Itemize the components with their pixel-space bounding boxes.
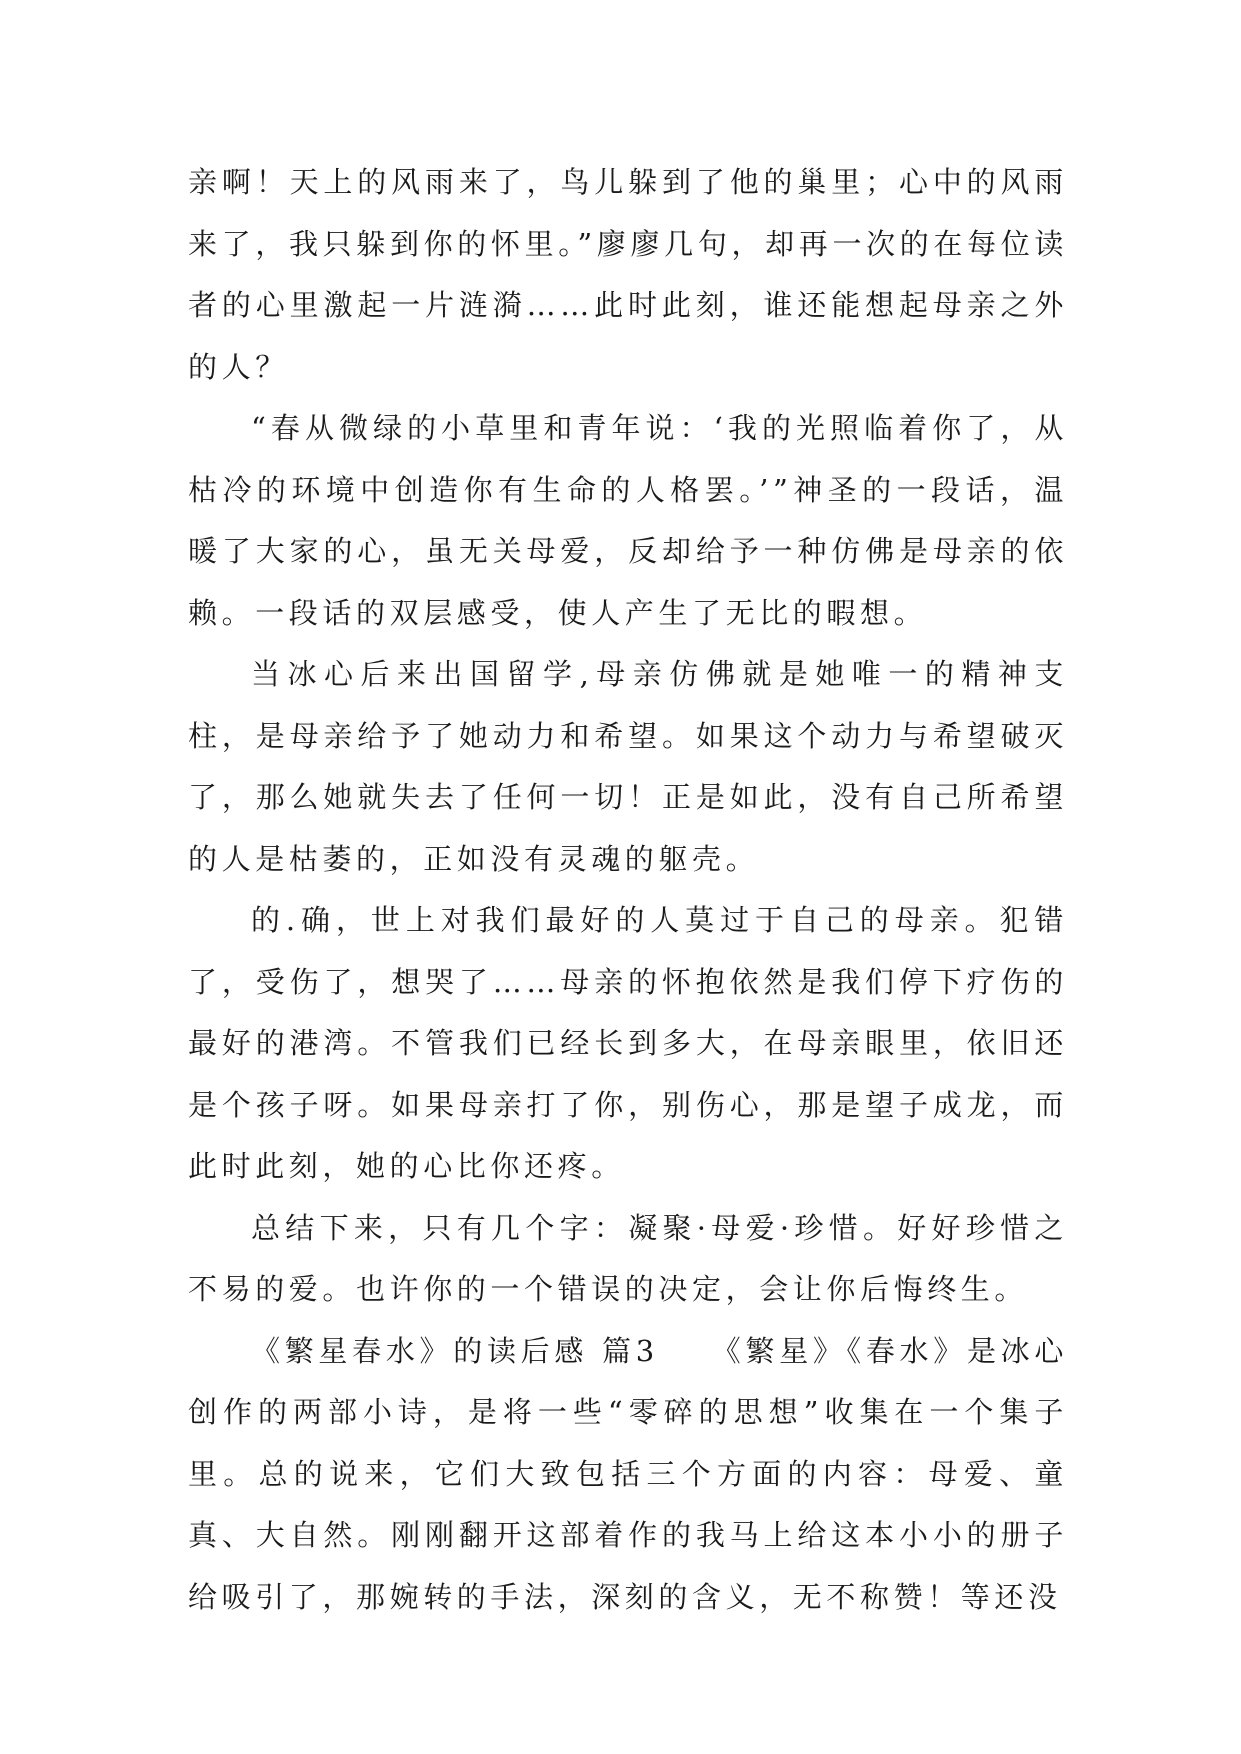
paragraph-1: 亲啊！天上的风雨来了，鸟儿躲到了他的巢里；心中的风雨来了，我只躲到你的怀里。”廖廖几句，却再一次的在每位读者的心里激起一片涟漪……此时此刻，谁还能想起母亲之外的人？ — [188, 165, 1068, 384]
paragraph-4: 的.确，世上对我们最好的人莫过于自己的母亲。犯错了，受伤了，想哭了……母亲的怀抱依然是我们停下疗伤的最好的港湾。不管我们已经长到多大，在母亲眼里，依旧还是个孩子呀。如果母亲打了你，别伤心，那是望子成龙，而此时此刻，她的心比你还疼。 — [188, 903, 1068, 1183]
paragraph-6: 《繁星春水》的读后感 篇3 《繁星》《春水》是冰心创作的两部小诗，是将一些“零碎的思想”收集在一个集子里。总的说来，它们大致包括三个方面的内容：母爱、童真、大自然。刚刚翻开这部着作的我马上给这本小小的册子给吸引了，那婉转的手法，深刻的含义，无不称赞！等还没 — [188, 1333, 1068, 1614]
document-body — [188, 152, 1068, 1628]
paragraph-2: “春从微绿的小草里和青年说：‘我的光照临着你了，从枯冷的环境中创造你有生命的人格罢。’”神圣的一段话，温暖了大家的心，虽无关母爱，反却给予一种仿佛是母亲的依赖。一段话的双层感受，使人产生了无比的暇想。 — [188, 411, 1068, 630]
paragraph-5: 总结下来，只有几个字：凝聚·母爱·珍惜。好好珍惜之不易的爱。也许你的一个错误的决定，会让你后悔终生。 — [188, 1210, 1068, 1306]
paragraph-3: 当冰心后来出国留学,母亲仿佛就是她唯一的精神支柱，是母亲给予了她动力和希望。如果这个动力与希望破灭了，那么她就失去了任何一切！正是如此，没有自己所希望的人是枯萎的，正如没有灵魂的躯壳。 — [188, 657, 1068, 876]
